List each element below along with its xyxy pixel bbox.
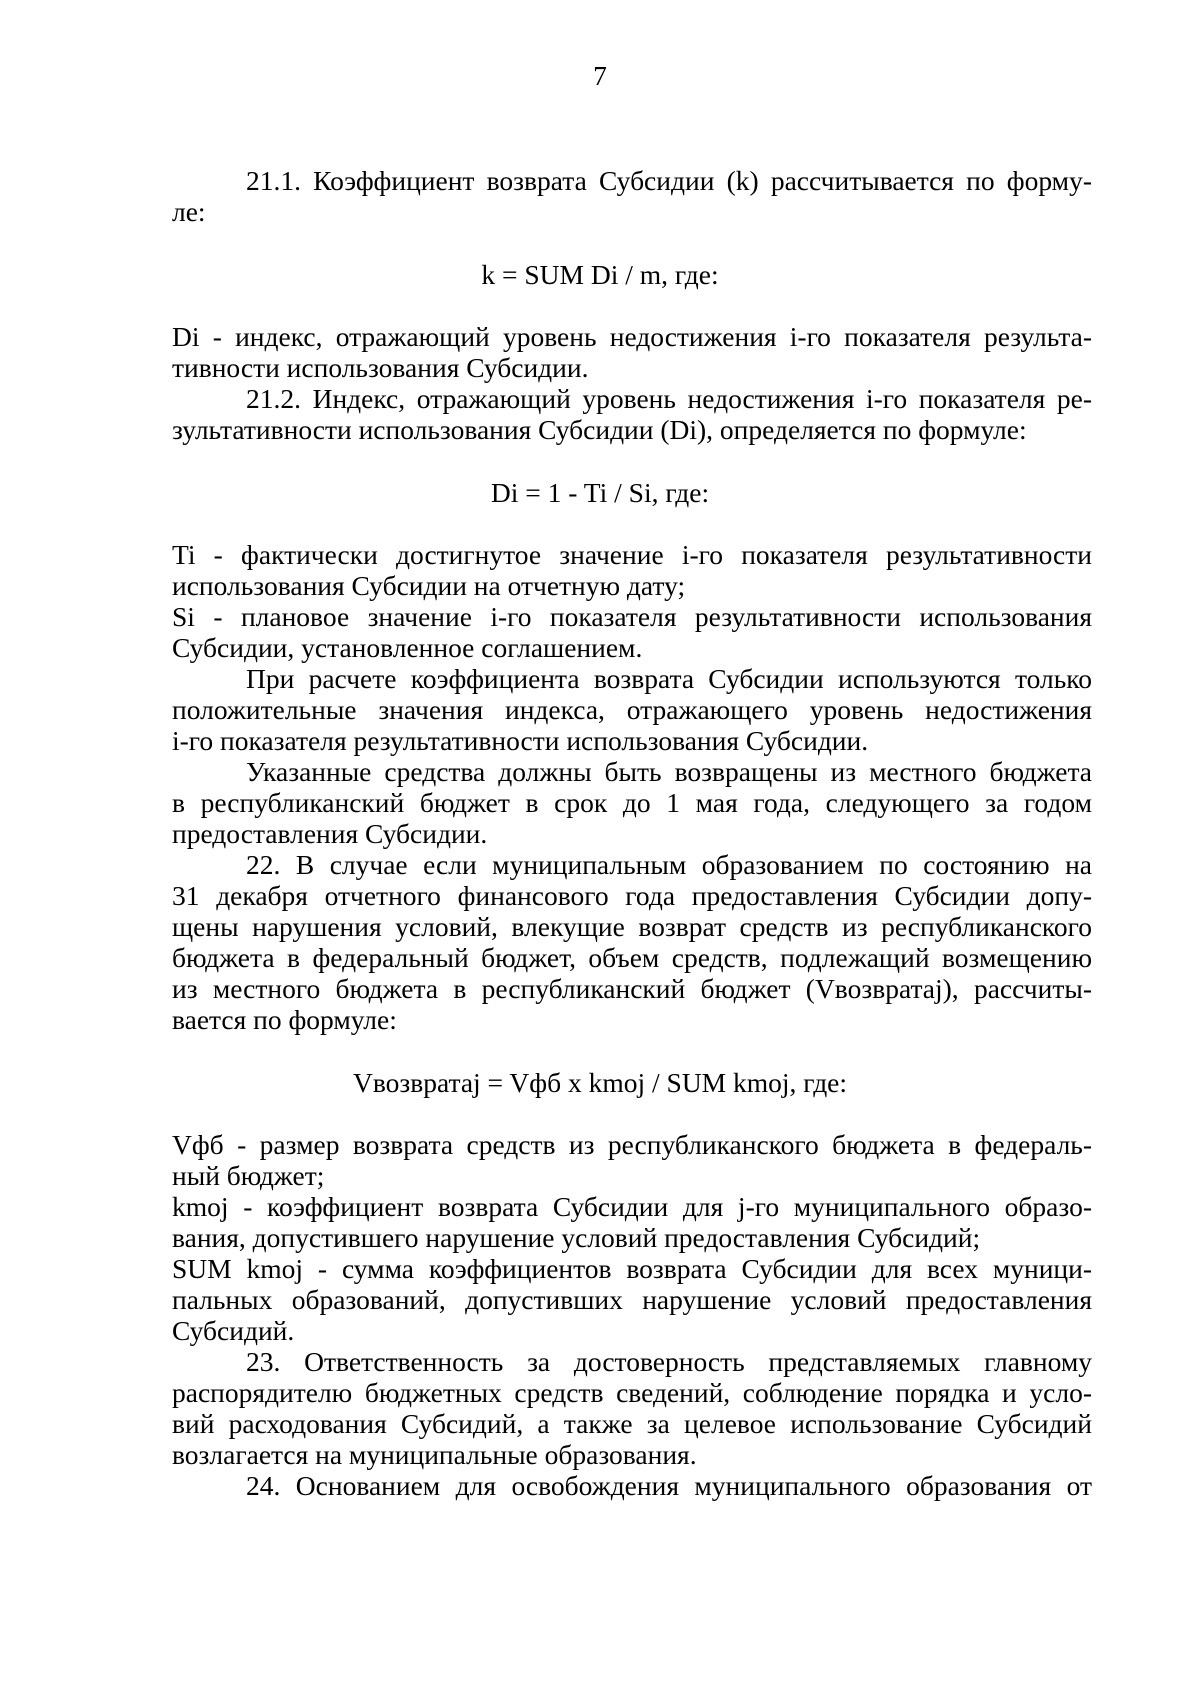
text-line: ный бюджет; — [172, 1160, 325, 1191]
formula-di: Di = 1 - Ti / Si, где: — [490, 477, 710, 508]
text-line: в республиканский бюджет в срок до 1 мая года, следующего за годом — [172, 787, 1092, 818]
text-line: 24. Основанием для освобождения муниципального образования от — [246, 1470, 1092, 1501]
text-line: положительные значения индекса, отражающего уровень недостижения — [172, 694, 1092, 725]
text-line: Di - индекс, отражающий уровень недостижения i-го показателя результа- — [172, 321, 1092, 352]
text-line: использования Субсидии на отчетную дату; — [172, 570, 686, 601]
page-number: 7 — [593, 60, 607, 91]
text-line: При расчете коэффициента возврата Субсидии используются только — [246, 663, 1092, 694]
text-line: Si - плановое значение i-го показателя результативности использования — [172, 601, 1092, 632]
text-line: Субсидий. — [172, 1315, 295, 1346]
text-line: Субсидии, установленное соглашением. — [172, 632, 643, 663]
text-line: вий расходования Субсидий, а также за целевое использование Субсидий — [172, 1408, 1092, 1439]
text-line: Указанные средства должны быть возвращены из местного бюджета — [246, 756, 1092, 787]
text-line: SUM kmoj - сумма коэффициентов возврата Субсидии для всех муници- — [172, 1253, 1092, 1284]
text-line: Ti - фактически достигнутое значение i-го показателя результативности — [172, 539, 1092, 570]
text-line: предоставления Субсидии. — [172, 818, 488, 849]
text-line: вается по формуле: — [172, 1004, 397, 1035]
text-line: 31 декабря отчетного финансового года предоставления Субсидии допу- — [172, 880, 1092, 911]
text-line: Vфб - размер возврата средств из республиканского бюджета в федераль- — [172, 1129, 1092, 1160]
text-line: 22. В случае если муниципальным образованием по состоянию на — [246, 849, 1092, 880]
formula-k: k = SUM Di / m, где: — [481, 259, 719, 290]
text-line: бюджета в федеральный бюджет, объем средств, подлежащий возмещению — [172, 942, 1092, 973]
text-line: вания, допустившего нарушение условий предоставления Субсидий; — [172, 1222, 981, 1253]
text-line: 23. Ответственность за достоверность представляемых главному — [246, 1346, 1092, 1377]
text-line: kmoj - коэффициент возврата Субсидии для j-го муниципального образо- — [172, 1191, 1092, 1222]
text-line: зультативности использования Субсидии (Di), определяется по формуле: — [172, 414, 1027, 445]
text-line: 21.1. Коэффициент возврата Субсидии (k) рассчитывается по форму- — [246, 165, 1092, 196]
text-line: из местного бюджета в республиканский бюджет (Vвозвратаj), рассчиты- — [172, 973, 1092, 1004]
text-line: возлагается на муниципальные образования. — [172, 1439, 697, 1470]
text-line: ле: — [172, 196, 206, 227]
text-line: тивности использования Субсидии. — [172, 352, 589, 383]
formula-v: Vвозвратаj = Vфб x kmoj / SUM kmoj, где: — [352, 1067, 848, 1098]
text-line: 21.2. Индекс, отражающий уровень недостижения i-го показателя ре- — [246, 383, 1092, 414]
text-line: пальных образований, допустивших нарушение условий предоставления — [172, 1284, 1092, 1315]
text-line: щены нарушения условий, влекущие возврат средств из республиканского — [172, 911, 1092, 942]
text-line: i-го показателя результативности использования Субсидии. — [172, 725, 869, 756]
text-line: распорядителю бюджетных средств сведений, соблюдение порядка и усло- — [172, 1377, 1092, 1408]
